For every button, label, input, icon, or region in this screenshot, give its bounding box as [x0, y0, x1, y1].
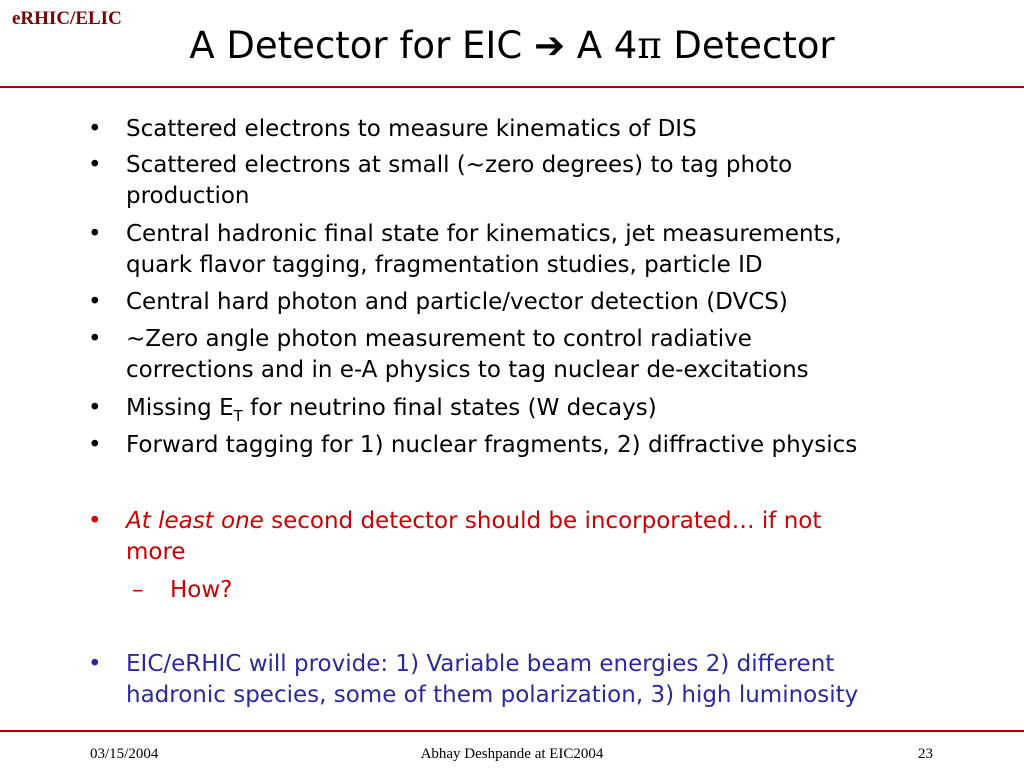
corner-label: eRHIC/ELIC: [12, 8, 122, 29]
list-item-text: Forward tagging for 1) nuclear fragments, 2) diffractive physics: [126, 432, 858, 458]
list-item-text-continued: production: [126, 183, 250, 209]
missing-et-suffix: for neutrino final states (W decays): [242, 395, 657, 421]
bullet-dot: •: [88, 508, 102, 534]
bullet-dot: •: [88, 651, 102, 677]
list-item-text: ~Zero angle photon measurement to control radiative: [126, 326, 752, 352]
subscript-t: T: [233, 407, 243, 425]
list-item-text: [126, 393, 657, 426]
slide-title: [0, 24, 1024, 67]
dash-marker: –: [132, 577, 144, 603]
page-number: 23: [918, 746, 933, 762]
bullet-dot: •: [88, 326, 102, 352]
footer-date: 03/15/2004: [90, 746, 159, 762]
highlight-text: second detector should be incorporated… if not: [263, 508, 822, 534]
bullet-dot: •: [88, 152, 102, 178]
list-item-text-continued: corrections and in e-A physics to tag nuclear de-excitations: [126, 357, 809, 383]
bullet-dot: •: [88, 432, 102, 458]
list-item-text: Central hard photon and particle/vector detection (DVCS): [126, 289, 788, 315]
top-divider: [0, 86, 1024, 88]
bullet-dot: •: [88, 221, 102, 247]
list-item-text-continued: quark flavor tagging, fragmentation studies, particle ID: [126, 252, 763, 278]
bullet-dot: •: [88, 289, 102, 315]
list-item-text: EIC/eRHIC will provide: 1) Variable beam energies 2) different: [126, 651, 835, 677]
title-middle: A 4: [564, 24, 638, 67]
list-item-text-continued: more: [126, 539, 186, 565]
list-item-text: Scattered electrons at small (~zero degrees) to tag photo: [126, 152, 793, 178]
missing-et-prefix: Missing E: [126, 395, 234, 421]
bullet-dot: •: [88, 395, 102, 421]
list-item-text: [126, 506, 821, 537]
list-item-text: Central hadronic final state for kinematics, jet measurements,: [126, 221, 842, 247]
footer-author: Abhay Deshpande at EIC2004: [420, 746, 604, 762]
list-item-text-continued: hadronic species, some of them polarization, 3) high luminosity: [126, 682, 859, 708]
bullet-dot: •: [88, 116, 102, 142]
emphasis-text: At least one: [126, 508, 264, 534]
pi-symbol: π: [637, 24, 662, 67]
title-prefix: A Detector for EIC: [189, 24, 534, 67]
sub-list-item-text: How?: [170, 577, 233, 603]
bottom-divider: [0, 730, 1024, 732]
arrow-icon: ➔: [533, 24, 565, 67]
title-suffix: Detector: [661, 24, 835, 67]
list-item-text: Scattered electrons to measure kinematics of DIS: [126, 116, 697, 142]
